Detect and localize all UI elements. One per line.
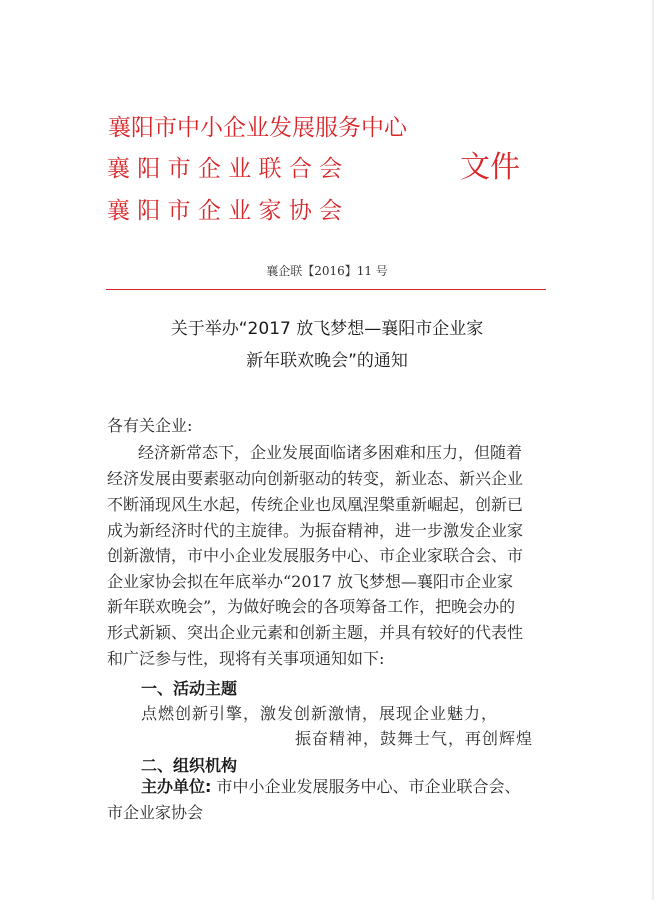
red-divider [106,289,546,290]
theme-line-1: 点燃创新引擎，激发创新激情，展现企业魅力， [141,704,499,723]
section-heading-theme: 一、活动主题 [141,679,238,698]
paragraph-line: 企业家协会拟在年底举办“2017 放飞梦想—襄阳市企业家 [107,572,513,591]
doc-number: 襄企联【2016】11 号 [266,264,388,278]
paragraph-line: 经济新常态下，企业发展面临诸多困难和压力，但随着 [138,443,523,462]
paragraph-line: 形式新颖、突出企业元素和创新主题，并具有较好的代表性 [107,623,524,642]
title-line-2: 新年联欢晚会”的通知 [246,351,408,371]
theme-line-2: 振奋精神，鼓舞士气，再创辉煌 [295,729,534,748]
paragraph-line: 经济发展由要素驱动向创新驱动的转变，新业态、新兴企业 [107,469,524,488]
header-org-3: 襄 阳 市 企 业 家 协 会 [107,198,343,224]
paragraph-line: 创新激情，市中小企业发展服务中心、市企业家联合会、市 [107,546,524,565]
host-text: 市中小企业发展服务中心、市企业联合会、 [216,777,521,796]
header-org-1: 襄阳市中小企业发展服务中心 [108,115,407,141]
paragraph-line: 不断涌现风生水起，传统企业也凤凰涅槃重新崛起，创新已 [107,495,524,514]
header-org-2: 襄 阳 市 企 业 联 合 会 [107,156,343,182]
title-line-1: 关于举办“2017 放飞梦想—襄阳市企业家 [170,319,484,339]
host-label: 主办单位: [141,777,212,796]
host-unit-line [141,777,521,797]
host-unit-cont: 市企业家协会 [107,803,204,822]
section-heading-org: 二、组织机构 [141,756,238,775]
paragraph-line: 和广泛参与性，现将有关事项通知如下: [107,649,385,668]
paragraph-line: 新年联欢晚会”，为做好晚会的各项筹备工作，把晚会办的 [107,597,516,616]
header-doc-type: 文件 [460,150,520,185]
paragraph-line: 成为新经济时代的主旋律。为振奋精神，进一步激发企业家 [107,521,524,540]
salutation: 各有关企业: [107,416,193,435]
